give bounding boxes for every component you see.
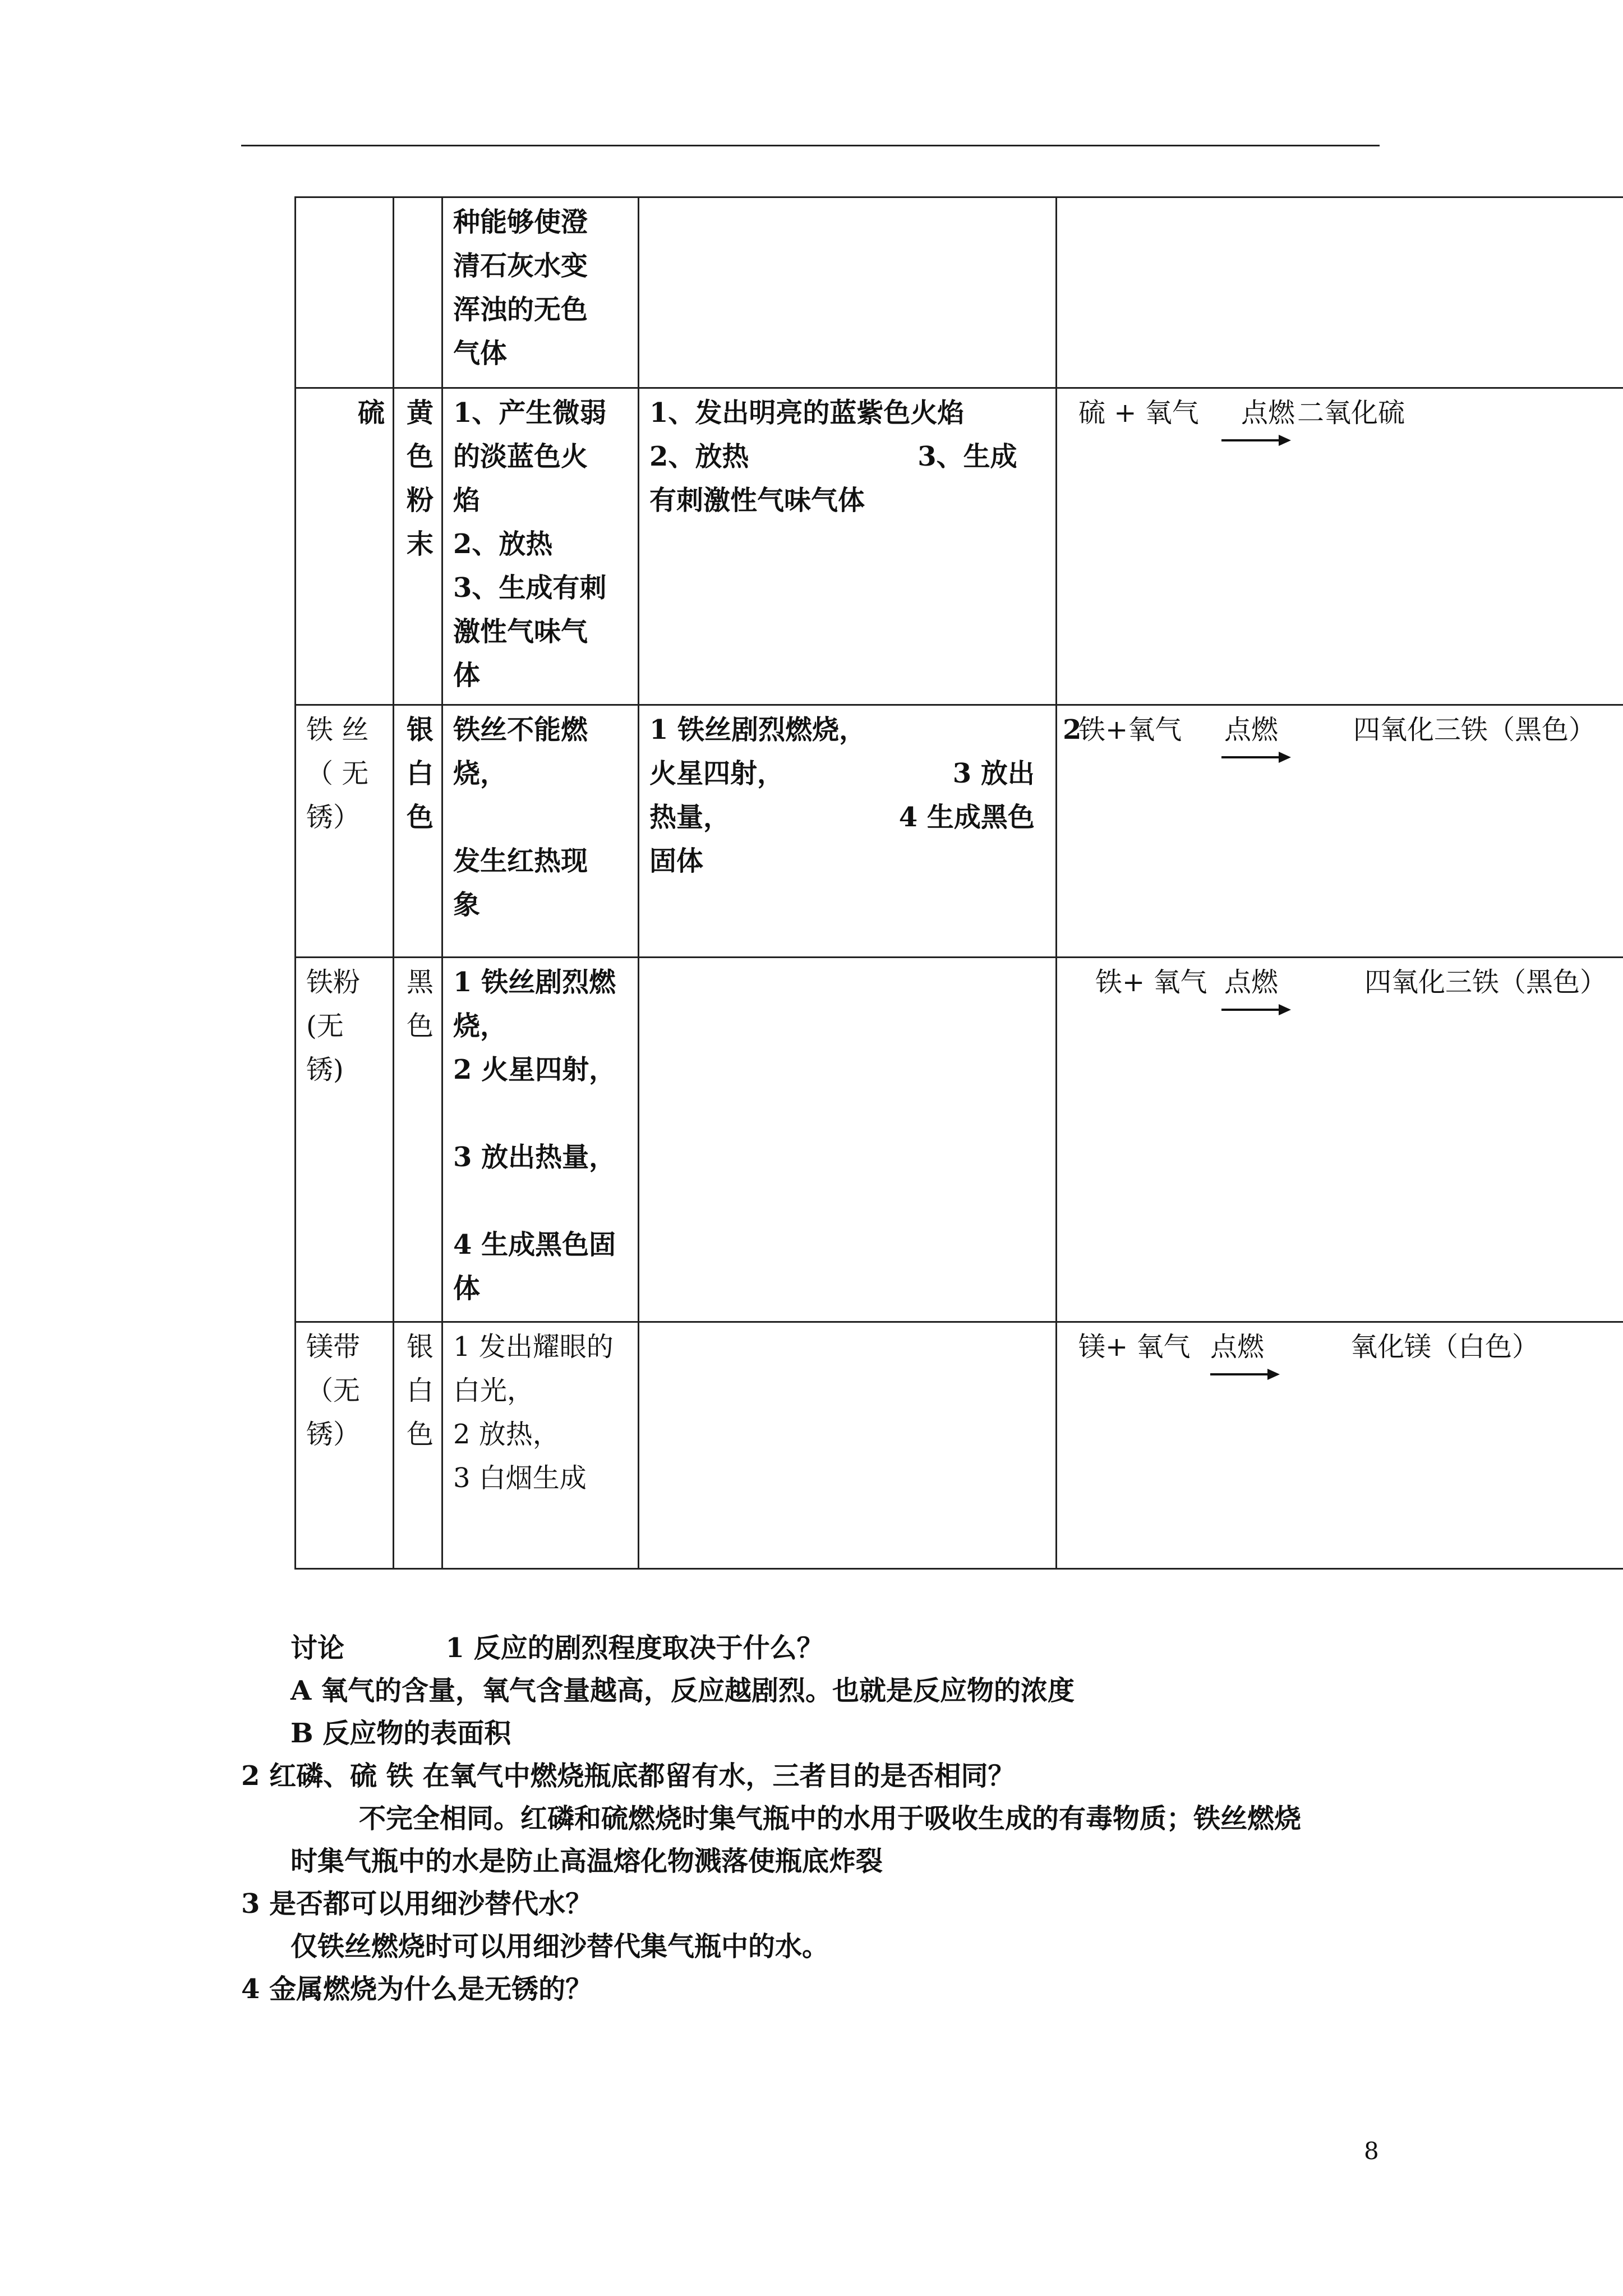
appearance-char: 粉 [406,485,434,516]
table-row [296,705,1623,958]
answer-2a: 不完全相同。红磷和硫燃烧时集气瓶中的水用于吸收生成的有毒物质；铁丝燃烧 [359,1803,1302,1834]
air-phenomenon-line: 象 [453,889,481,921]
air-phenomenon-line: 清石灰水变 [453,250,588,282]
cell-oxygen-phenomena [639,1322,1057,1569]
cell-appearance [394,197,442,388]
air-phenomenon-line: 烧， [453,758,508,789]
air-phenomenon-line: 1 铁丝剧烈燃 [453,967,616,998]
cell-substance: 铁 丝 （ 无 锈） [296,705,394,958]
cell-appearance [394,958,442,1322]
answer-1a: A 氧气的含量，氧气含量越高，反应越剧烈。也就是反应物的浓度 [291,1675,1075,1706]
air-phenomenon-line: 种能够使澄 [453,206,588,238]
air-phenomenon-line: 3 放出热量， [453,1142,616,1173]
page-number: 8 [1364,2137,1379,2165]
air-phenomenon-line: 1、产生微弱 [453,397,607,429]
cell-air-phenomena [442,1322,639,1569]
reaction-arrow-icon [1210,1373,1278,1375]
air-phenomenon-line: 体 [453,660,481,691]
cell-appearance [394,705,442,958]
oxygen-phenomenon-line: 有刺激性气味气体 [649,485,865,516]
oxygen-phenomenon-line: 2、放热 3、生成 [649,441,1017,472]
cell-air-phenomena [442,705,639,958]
air-phenomenon-line: 白光， [453,1375,534,1406]
air-phenomenon-line [453,795,632,839]
equation-product: 四氧化三铁（黑色） [1364,967,1607,998]
cell-equation [1057,197,1623,388]
air-phenomenon-line: 焰 [453,485,481,516]
discussion-heading: 讨论 [291,1632,345,1664]
air-phenomenon-line [453,1179,632,1223]
appearance-char: 黄 [406,397,434,429]
cell-oxygen-phenomena [639,705,1082,958]
discussion-section [241,1627,1301,2010]
air-phenomenon-line: 激性气味气 [453,616,588,647]
air-phenomenon-line: 的淡蓝色火 [453,441,588,472]
air-phenomenon-line: 烧， [453,1010,508,1042]
question-3: 3 是否都可以用细沙替代水？ [241,1888,593,1920]
cell-appearance [394,1322,442,1569]
reaction-arrow-icon [1221,1009,1289,1011]
equation-reactants: 镁+ 氧气 [1078,1331,1191,1363]
answer-2b: 时集气瓶中的水是防止高温熔化物溅落使瓶底炸裂 [291,1846,883,1877]
appearance-char: 色 [406,802,434,833]
appearance-char: 白 [406,758,434,789]
cell-substance: 硫 [296,388,394,705]
cell-oxygen-phenomena [639,958,1057,1322]
cell-oxygen-phenomena [639,388,1057,705]
cell-substance [296,197,394,388]
oxygen-phenomenon-line: 1、发出明亮的蓝紫色火焰 [649,397,965,429]
equation-product: 氧化镁（白色） [1350,1331,1539,1363]
table-row [296,197,1623,388]
cell-equation [1057,388,1623,705]
air-phenomenon-line: 2、放热 [453,528,553,560]
question-1: 1 反应的剧烈程度取决于什么？ [445,1632,824,1664]
combustion-table [294,196,1623,1570]
equation-condition: 点燃 [1224,714,1279,746]
cell-equation [1057,1322,1623,1569]
oxygen-phenomenon-line: 火星四射， 3 放出 [649,758,1035,789]
air-phenomenon-line: 发生红热现 [453,845,588,877]
appearance-char: 末 [406,528,434,560]
cell-equation [1057,705,1623,958]
appearance-char: 黑 [406,967,434,998]
oxygen-phenomenon-line: 热量， 4 生成黑色 [649,802,1035,833]
cell-air-phenomena [442,958,639,1322]
equation-condition: 点燃 [1210,1331,1265,1363]
equation-product: 四氧化三铁（黑色） [1353,714,1596,746]
equation-reactants: 铁+ 氧气 [1095,967,1207,998]
reaction-arrow-icon [1221,439,1289,441]
appearance-char: 银 [406,1331,434,1363]
air-phenomenon-line: 3 白烟生成 [453,1462,587,1494]
question-2: 2 红磷、硫 铁 在氧气中燃烧瓶底都留有水，三者目的是否相同？ [241,1760,1015,1792]
equation-reactants: 硫 + 氧气 [1078,397,1199,429]
table-row [296,388,1623,705]
air-phenomenon-line: 1 发出耀眼的 [453,1331,614,1363]
cell-appearance [394,388,442,705]
answer-3: 仅铁丝燃烧时可以用细沙替代集气瓶中的水。 [291,1931,829,1962]
air-phenomenon-line: 2 放热， [453,1419,560,1450]
table-row [296,1322,1623,1569]
equation-condition: 点燃 [1241,397,1295,429]
cell-air-phenomena [442,388,639,705]
question-4: 4 金属燃烧为什么是无锈的？ [241,1973,593,2005]
answer-1b: B 反应物的表面积 [291,1718,511,1749]
air-phenomenon-line: 4 生成黑色固 [453,1229,616,1260]
cell-substance: 铁粉 (无 锈) [296,958,394,1322]
air-phenomenon-line: 浑浊的无色 [453,294,588,325]
appearance-char: 色 [406,1419,434,1450]
cell-equation [1057,958,1623,1322]
equation-condition: 点燃 [1224,967,1279,998]
air-phenomenon-line: 2 火星四射， [453,1054,616,1085]
air-phenomenon-line [453,1092,632,1135]
appearance-char: 色 [406,441,434,472]
appearance-char: 色 [406,1010,434,1042]
appearance-char: 银 [406,714,434,746]
cell-oxygen-phenomena [639,197,1057,388]
oxygen-phenomenon-line: 固体 [649,845,704,877]
table-row [296,958,1623,1322]
cell-substance: 镁带 （无 锈） [296,1322,394,1569]
air-phenomenon-line: 体 [453,1273,481,1304]
discussion-q1-line [241,1627,1301,1669]
cell-air-phenomena [442,197,639,388]
equation-product: 二氧化硫 [1297,397,1405,429]
air-phenomenon-line: 气体 [453,338,508,369]
header-rule [241,145,1380,146]
air-phenomenon-line: 铁丝不能燃 [453,714,588,746]
oxygen-phenomenon-line: 1 铁丝剧烈燃烧， 2 [649,714,1082,746]
appearance-char: 白 [406,1375,434,1406]
equation-reactants: 铁+氧气 [1078,714,1182,746]
reaction-arrow-icon [1221,756,1289,758]
air-phenomenon-line: 3、生成有刺 [453,572,607,604]
